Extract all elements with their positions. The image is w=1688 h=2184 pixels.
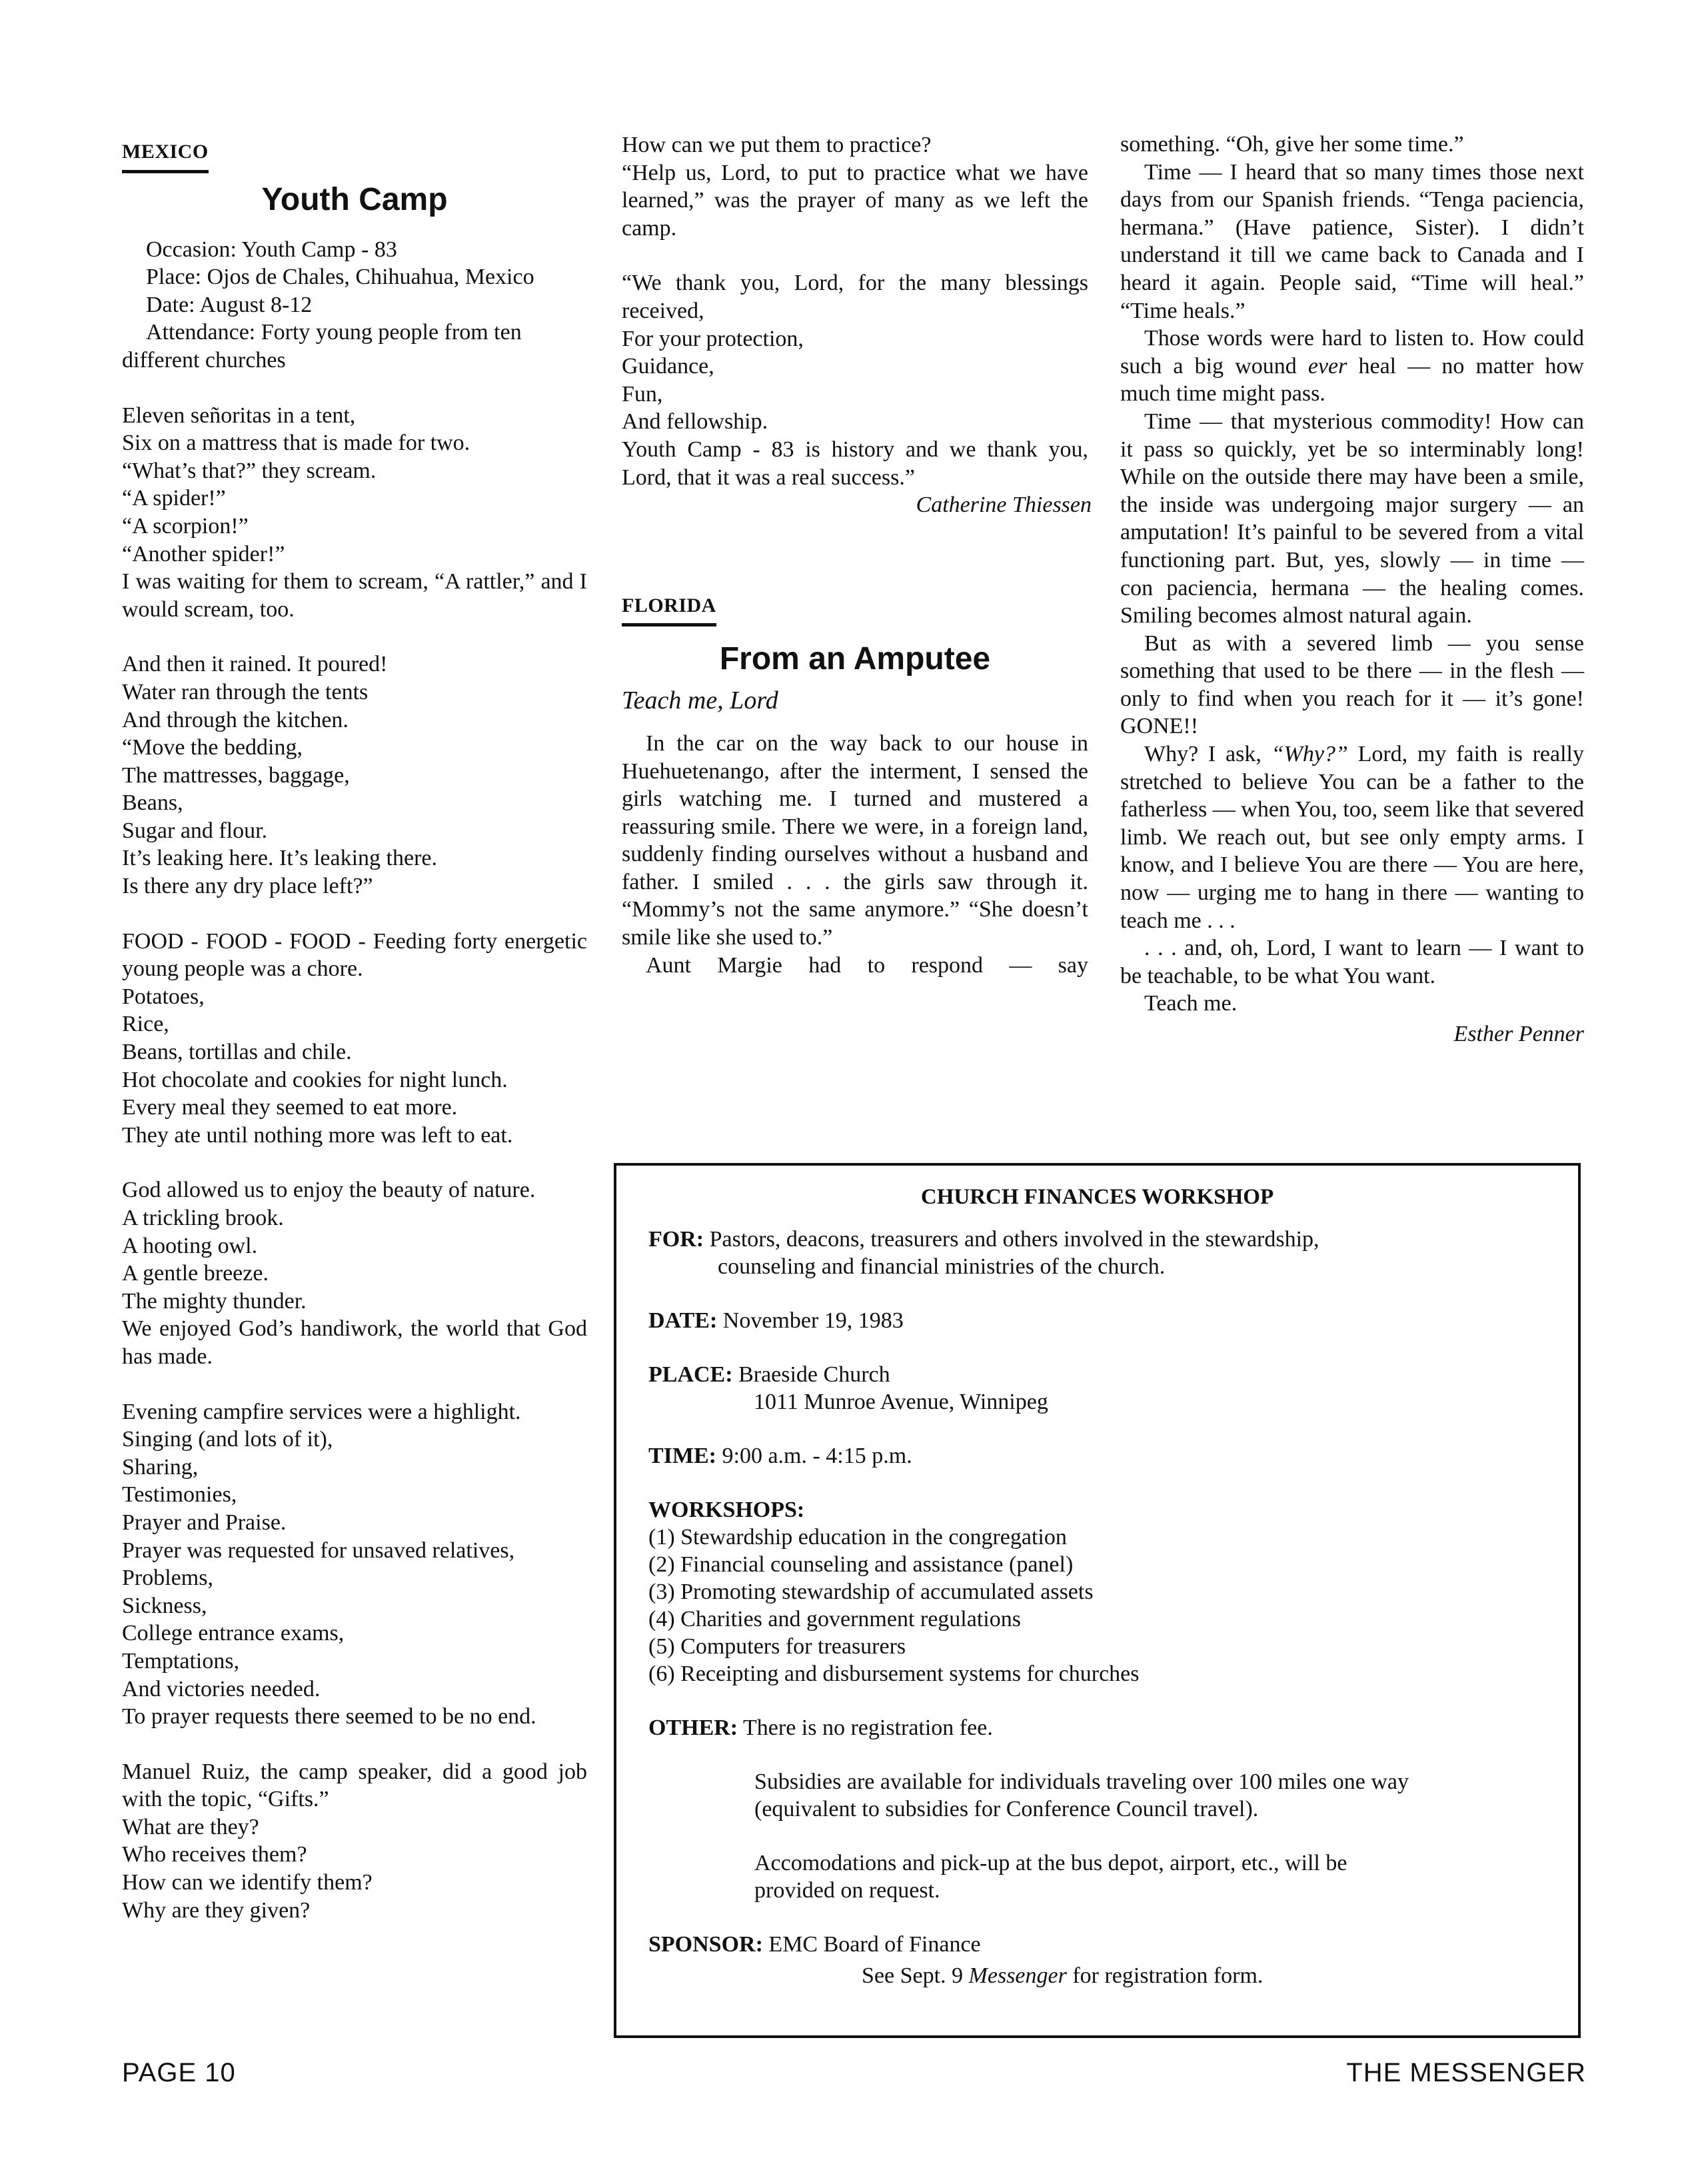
workshop-subsidies-line2: (equivalent to subsidies for Conference Council travel). [754, 1797, 1259, 1821]
poem-line: What are they? [122, 1814, 259, 1839]
poem-line: Hot chocolate and cookies for night lunch. [122, 1067, 508, 1092]
poem-line: Problems, [122, 1566, 213, 1591]
poem-stanzas-continued [622, 131, 1088, 491]
poem-line: FOOD - FOOD - FOOD - Feeding forty energetic young people was a chore. [122, 928, 587, 982]
poem-line: Rice, [122, 1012, 169, 1037]
poem-line: Fun, [622, 381, 663, 407]
stanza [122, 650, 587, 900]
poem-line: Six on a mattress that is made for two. [122, 431, 470, 456]
poem-line: For your protection, [622, 326, 804, 351]
poem-line: It’s leaking here. It’s leaking there. [122, 846, 437, 871]
poem-line: Who receives them? [122, 1842, 307, 1867]
workshop-item: (2) Financial counseling and assistance (panel) [648, 1552, 1074, 1577]
detail-place: Place: Ojos de Chales, Chihuahua, Mexico [146, 265, 534, 290]
stanza [122, 1398, 587, 1731]
amputee-paragraph-10: Teach me. [1144, 991, 1238, 1016]
amputee-paragraph-3: something. “Oh, give her some time.” [1120, 132, 1464, 157]
poem-line: God allowed us to enjoy the beauty of nature. [122, 1178, 536, 1203]
poem-line: Testimonies, [122, 1482, 237, 1508]
stanza [122, 928, 587, 1150]
poem-line: The mighty thunder. [122, 1288, 307, 1314]
column-middle [622, 131, 1092, 979]
poem-line: Water ran through the tents [122, 679, 369, 704]
poem-line: And through the kitchen. [122, 707, 349, 732]
poem-line: Temptations, [122, 1648, 240, 1673]
column-right [1120, 131, 1584, 1048]
poem-line: Prayer and Praise. [122, 1510, 287, 1535]
poem-stanzas [122, 402, 587, 1925]
poem-line: Every meal they seemed to eat more. [122, 1095, 458, 1120]
stanza [122, 402, 587, 624]
workshop-item: (6) Receipting and disbursement systems for churches [648, 1661, 1140, 1686]
amputee-paragraph-6: Time — that mysterious commodity! How can it pass so quickly, yet be so interminably long! While on the outside there may have been a smile, the inside was undergoing major surgery — an amputation! It’s painful to be severed from a vital functioning part. But, yes, slowly — in time — con paciencia, hermana — the healing comes. Smiling becomes almost natural again. [1120, 409, 1584, 628]
workshop-date: DATE: November 19, 1983 [648, 1308, 904, 1333]
workshop-item: (5) Computers for treasurers [648, 1634, 906, 1659]
poem-line: Singing (and lots of it), [122, 1427, 333, 1452]
workshop-item: (3) Promoting stewardship of accumulated assets [648, 1580, 1094, 1604]
workshop-place-line2: 1011 Munroe Avenue, Winnipeg [754, 1390, 1048, 1414]
workshop-place: PLACE: Braeside Church [648, 1362, 890, 1387]
poem-line: “A scorpion!” [122, 513, 249, 539]
amputee-paragraph-2: Aunt Margie had to respond — say [646, 952, 1088, 978]
poem-line: Prayer was requested for unsaved relatives, [122, 1538, 515, 1563]
poem-line: Guidance, [622, 354, 714, 379]
workshop-for: FOR: Pastors, deacons, treasurers and others involved in the stewardship, [648, 1227, 1319, 1252]
poem-line: A hooting owl. [122, 1233, 258, 1258]
workshop-sponsor: SPONSOR: EMC Board of Finance [648, 1932, 981, 1957]
amputee-paragraph-7: But as with a severed limb — you sense something that used to be there — in the flesh — only to find when you reach for it — it’s gone! GONE!! [1120, 630, 1584, 739]
amputee-paragraph-1: In the car on the way back to our house in Huehuetenango, after the interment, I sensed the girls watching me. I turned and mustered a reassuring smile. There we were, in a foreign land, suddenly finding ourselves without a husband and father. I smiled . . . the girls saw through it. “Mommy’s not the same anymore.” “She doesn’t smile like she used to.” [622, 730, 1088, 950]
workshop-item: (1) Stewardship education in the congregation [648, 1525, 1067, 1550]
poem-line: Evening campfire services were a highlight. [122, 1399, 521, 1424]
column-youth-camp [122, 137, 587, 1924]
section-label-mexico: MEXICO [122, 138, 209, 173]
poem-line: Beans, [122, 790, 183, 816]
article-subtitle: Teach me, Lord [622, 686, 778, 715]
poem-line: A gentle breeze. [122, 1261, 269, 1286]
amputee-paragraph-8: Why? I ask, “Why?” Lord, my faith is really stretched to believe You can be a father to the fatherless — when You, too, seem like that severed limb. We reach out, but see only empty arms. I know, and I believe You are there — You are here, now — urging me to hang in there — wanting to teach me . . . [1120, 742, 1585, 933]
stanza [622, 131, 1088, 242]
publication-name: THE MESSENGER [1346, 2058, 1586, 2087]
stanza [122, 1176, 587, 1370]
workshop-subsidies: Subsidies are available for individuals traveling over 100 miles one way [754, 1769, 1409, 1794]
amputee-paragraph-9: . . . and, oh, Lord, I want to learn — I want to be teachable, to be what You want. [1120, 936, 1584, 988]
amputee-paragraph-4: Time — I heard that so many times those next days from our Spanish friends. “Tenga paciencia, hermana.” (Have patience, Sister). I didn’t understand it till we came back to Canada and I heard it again. People said, “Time will heal.” “Time heals.” [1120, 159, 1584, 323]
poem-line: Why are they given? [122, 1897, 311, 1923]
poem-line: And victories needed. [122, 1676, 321, 1701]
poem-line: Potatoes, [122, 984, 205, 1009]
poem-line: They ate until nothing more was left to eat. [122, 1122, 513, 1148]
author-catherine: Catherine Thiessen [916, 493, 1092, 518]
workshop-accommodations: Accomodations and pick-up at the bus depot, airport, etc., will be [754, 1851, 1347, 1875]
amputee-paragraph-5: Those words were hard to listen to. How could such a big wound ever heal — no matter how much time might pass. [1120, 326, 1584, 407]
poem-line: And then it rained. It poured! [122, 652, 388, 677]
detail-attendance: Attendance: Forty young people from ten different churches [122, 320, 522, 373]
article-title-youth-camp: Youth Camp [261, 181, 448, 217]
poem-line: “Another spider!” [122, 541, 285, 566]
poem-line: Eleven señoritas in a tent, [122, 403, 356, 428]
poem-line: “Move the bedding, [122, 735, 303, 760]
stanza [622, 269, 1088, 491]
detail-date: Date: August 8-12 [146, 292, 313, 317]
section-label-florida: FLORIDA [622, 592, 716, 627]
article-title-amputee: From an Amputee [719, 641, 991, 677]
poem-line: Manuel Ruiz, the camp speaker, did a good job with the topic, “Gifts.” [122, 1759, 587, 1812]
poem-line: A trickling brook. [122, 1206, 284, 1230]
detail-occasion: Occasion: Youth Camp - 83 [146, 237, 397, 262]
poem-line: The mattresses, baggage, [122, 762, 350, 788]
poem-line: Sharing, [122, 1454, 199, 1480]
workshop-item: (4) Charities and government regulations [648, 1607, 1021, 1632]
poem-line: College entrance exams, [122, 1621, 345, 1646]
poem-line: Beans, tortillas and chile. [122, 1040, 352, 1065]
poem-line: How can we put them to practice? [622, 133, 932, 157]
poem-line: I was waiting for them to scream, “A rattler,” and I would scream, too. [122, 569, 587, 622]
poem-line: Youth Camp - 83 is history and we thank you, Lord, that it was a real success.” [622, 437, 1088, 490]
poem-line: Sugar and flour. [122, 818, 268, 843]
poem-line: Is there any dry place left?” [122, 874, 373, 899]
workshop-other: OTHER: There is no registration fee. [648, 1715, 993, 1740]
workshop-accommodations-line2: provided on request. [754, 1878, 940, 1903]
workshop-time: TIME: 9:00 a.m. - 4:15 p.m. [648, 1444, 912, 1468]
poem-line: And fellowship. [622, 409, 768, 435]
workshop-footnote: See Sept. 9 Messenger for registration form. [862, 1963, 1264, 1988]
workshops-heading: WORKSHOPS: [648, 1498, 805, 1522]
workshop-title: CHURCH FINANCES WORKSHOP [920, 1185, 1274, 1209]
poem-line: Sickness, [122, 1593, 207, 1618]
poem-line: “A spider!” [122, 486, 226, 511]
stanza [122, 1758, 587, 1925]
page-number: PAGE 10 [122, 2058, 236, 2087]
workshop-for-line2: counseling and financial ministries of the church. [718, 1254, 1166, 1279]
poem-line: To prayer requests there seemed to be no end. [122, 1704, 536, 1729]
workshop-notice-box [614, 1163, 1581, 2038]
workshop-list [648, 1524, 1546, 1687]
poem-line: We enjoyed God’s handiwork, the world that God has made. [122, 1316, 587, 1369]
poem-line: “What’s that?” they scream. [122, 458, 377, 483]
poem-line: “Help us, Lord, to put to practice what we have learned,” was the prayer of many as we left the camp. [622, 160, 1088, 241]
poem-line: “We thank you, Lord, for the many blessings received, [622, 271, 1088, 323]
author-esther: Esther Penner [1453, 1022, 1584, 1046]
poem-line: How can we identify them? [122, 1870, 373, 1895]
